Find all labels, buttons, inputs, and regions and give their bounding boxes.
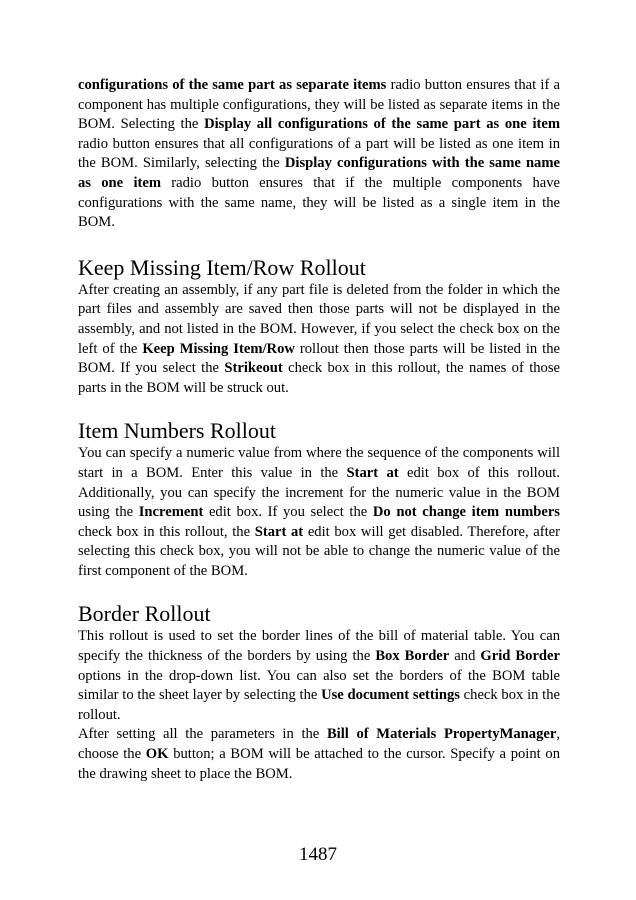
bold-term: Increment (138, 504, 204, 521)
bold-term: Grid Border (480, 648, 560, 665)
heading-border: Border Rollout (78, 601, 211, 627)
text-run: options in the drop-down list. You can also set the borders of the BOM table similar to the sheet layer by selecting the (78, 667, 560, 704)
text-run: button; a BOM will be attached to the cursor. Specify a point on the drawing sheet to place the BOM. (78, 746, 560, 782)
text-run: radio button ensures that if a component has multiple configurations, they will be listed as separate items in the BOM. Selecting the (78, 77, 560, 133)
text-run: check box in this rollout, the names of those parts in the BOM will be struck out. (78, 360, 560, 396)
keep-missing-paragraph (78, 281, 560, 399)
text-run: edit box of this rollout. Additionally, you can specify the increment for the numeric value in the BOM using the (78, 464, 560, 521)
text-run: radio button ensures that all configurations of a part will be listed as one item in the BOM. Similarly, selecting the (78, 135, 560, 172)
bold-term: Start at (346, 464, 399, 481)
text-run: , choose the (78, 726, 560, 763)
bold-term: Bill of Materials PropertyManager (326, 726, 557, 743)
bold-term: Box Border (375, 648, 450, 665)
text-run: You can specify a numeric value from where the sequence of the components will start in a BOM. Enter this value in the (78, 445, 560, 481)
page-number: 1487 (299, 844, 337, 865)
bold-term: Display configurations with the same name as one item (78, 155, 560, 191)
final-paragraph (78, 725, 560, 784)
text-run: radio button ensures that if the multiple components have configurations with the same name, they will be listed as a single item in the BOM. (78, 174, 560, 231)
text-run: rollout then those parts will be listed in the BOM. If you select the (78, 340, 560, 377)
text-run: After creating an assembly, if any part file is deleted from the folder in which the part files and assembly are saved then those parts will not be displayed in the assembly, and not listed in the BOM. However, if you select the check box on the left of the (78, 281, 560, 357)
text-run: check box in this rollout, the (78, 523, 255, 540)
bold-term: Display all configurations of the same part as one item (204, 116, 561, 133)
text-run: After setting all the parameters in the (78, 726, 327, 743)
text-run: check box in the rollout. (78, 687, 560, 723)
heading-item-numbers: Item Numbers Rollout (78, 418, 276, 444)
heading-keep-missing: Keep Missing Item/Row Rollout (78, 254, 366, 280)
text-run: edit box. If you select the (203, 504, 373, 521)
bold-term: configurations of the same part as separate items (78, 77, 387, 93)
bold-term: OK (145, 746, 169, 763)
intro-paragraph (78, 76, 560, 233)
page-content (78, 76, 560, 784)
bold-term: Start at (254, 523, 304, 540)
bold-term: Do not change item numbers (372, 504, 560, 521)
border-paragraph (78, 627, 560, 725)
text-run: and (449, 648, 481, 665)
item-numbers-paragraph (78, 444, 560, 581)
bold-term: Keep Missing Item/Row (142, 340, 295, 357)
text-run: This rollout is used to set the border lines of the bill of material table. You can specify the thickness of the borders by using the (78, 628, 560, 665)
bold-term: Strikeout (224, 360, 283, 377)
text-run: edit box will get disabled. Therefore, after selecting this check box, you will not be able to change the numeric value of the first component of the BOM. (78, 523, 561, 579)
bold-term: Use document settings (321, 687, 460, 704)
